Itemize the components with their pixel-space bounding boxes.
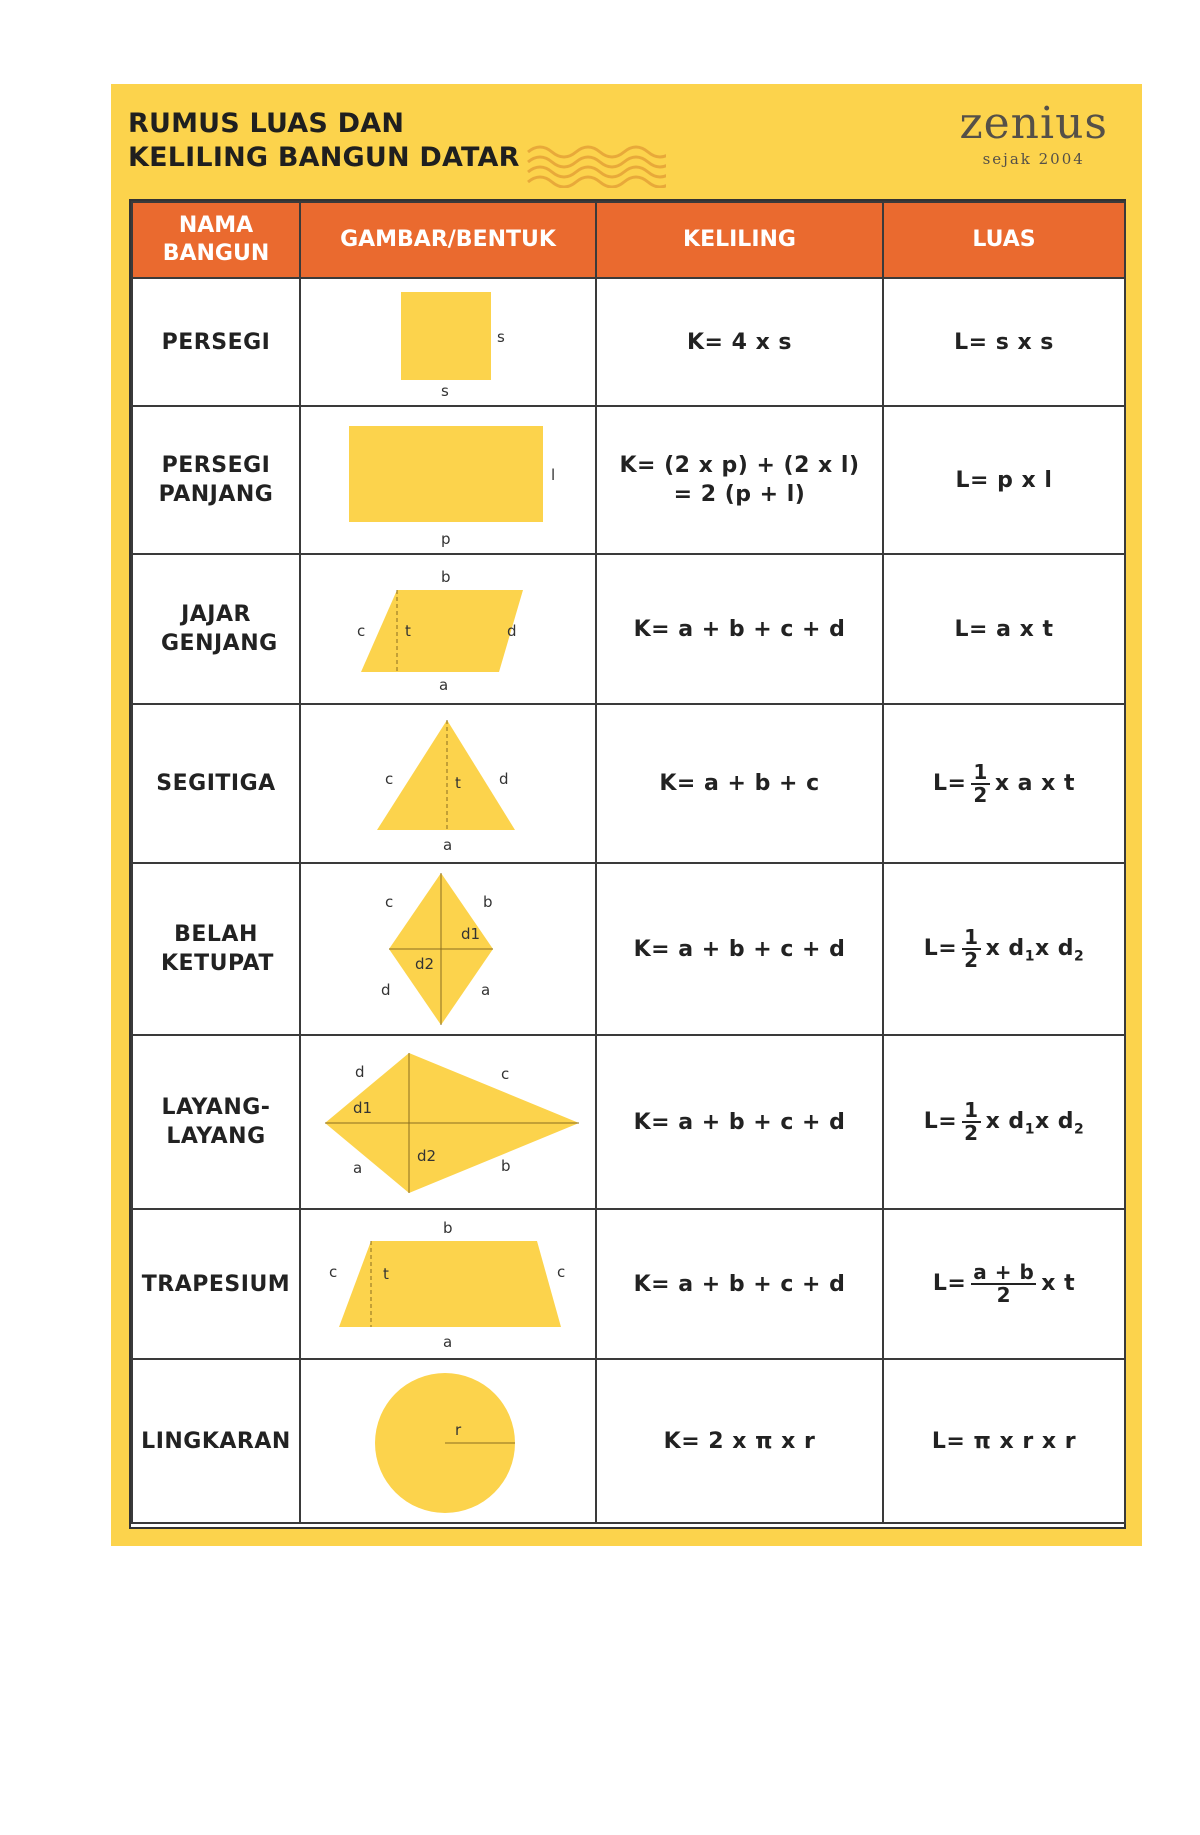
luas-suffix: x t bbox=[1041, 1271, 1076, 1296]
kite-figure bbox=[301, 1037, 597, 1207]
label-d: d bbox=[507, 622, 517, 640]
rectangle-shape bbox=[349, 426, 543, 522]
logo-word: zenius bbox=[959, 98, 1108, 149]
fraction-numerator: 1 bbox=[973, 759, 988, 784]
luas-formula bbox=[883, 704, 1125, 863]
trapezoid-shape bbox=[339, 1241, 561, 1327]
luas-formula: L= π x r x r bbox=[883, 1359, 1125, 1523]
triangle-figure bbox=[301, 706, 597, 861]
triangle-shape bbox=[377, 720, 515, 830]
row-name: BELAH KETUPAT bbox=[132, 863, 300, 1035]
keliling-formula: K= a + b + c + d bbox=[596, 1209, 883, 1359]
label-bottom: s bbox=[441, 382, 449, 400]
luas-mid: x d bbox=[1034, 1109, 1075, 1134]
row-name: TRAPESIUM bbox=[132, 1209, 300, 1359]
row-name: SEGITIGA bbox=[132, 704, 300, 863]
label-c: c bbox=[385, 893, 394, 911]
formula-table bbox=[131, 201, 1126, 1524]
luas-formula: L= p x l bbox=[883, 406, 1125, 554]
label-c-right: c bbox=[557, 1263, 566, 1281]
shape-cell bbox=[300, 406, 596, 554]
poster bbox=[111, 84, 1142, 1546]
title-line-1: RUMUS LUAS DAN bbox=[128, 108, 405, 139]
luas-suffix: x d bbox=[985, 1109, 1025, 1134]
label-d2: d2 bbox=[417, 1147, 437, 1165]
label-b: b bbox=[483, 893, 493, 911]
table-row bbox=[132, 1209, 1125, 1359]
subscript-2: 2 bbox=[1074, 948, 1085, 965]
table-row bbox=[132, 704, 1125, 863]
label-b: b bbox=[443, 1219, 453, 1237]
logo-tagline: sejak 2004 bbox=[982, 150, 1085, 168]
table-row bbox=[132, 554, 1125, 704]
trapezoid-figure bbox=[301, 1211, 597, 1357]
label-bottom: p bbox=[441, 530, 451, 548]
shape-cell bbox=[300, 278, 596, 406]
square-figure bbox=[301, 280, 597, 404]
label-a: a bbox=[481, 981, 491, 999]
label-a: a bbox=[353, 1159, 363, 1177]
shape-cell bbox=[300, 863, 596, 1035]
keliling-formula: K= a + b + c + d bbox=[596, 554, 883, 704]
label-t: t bbox=[455, 774, 461, 792]
table-row bbox=[132, 863, 1125, 1035]
circle-figure bbox=[301, 1361, 597, 1521]
subscript-2: 2 bbox=[1074, 1121, 1085, 1138]
keliling-formula bbox=[596, 406, 883, 554]
keliling-formula: K= 4 x s bbox=[596, 278, 883, 406]
fraction-denominator: 2 bbox=[964, 1121, 979, 1145]
label-c: c bbox=[357, 622, 366, 640]
keliling-line-1: K= (2 x p) + (2 x l) bbox=[619, 453, 860, 478]
subscript-1: 1 bbox=[1024, 1121, 1035, 1138]
fraction-numerator: 1 bbox=[964, 925, 979, 949]
luas-formula: L= s x s bbox=[883, 278, 1125, 406]
label-c-left: c bbox=[329, 1263, 338, 1281]
label-c: c bbox=[385, 770, 394, 788]
label-t: t bbox=[383, 1265, 389, 1283]
row-name: LAYANG-LAYANG bbox=[132, 1035, 300, 1209]
shape-cell bbox=[300, 1209, 596, 1359]
fraction-numerator: 1 bbox=[964, 1098, 979, 1122]
luas-formula bbox=[883, 863, 1125, 1035]
luas-mid: x d bbox=[1034, 936, 1075, 961]
label-r: r bbox=[455, 1421, 462, 1439]
page-title bbox=[128, 107, 520, 175]
header-perimeter: KELILING bbox=[596, 202, 883, 278]
luas-fraction bbox=[962, 1100, 980, 1144]
fraction-denominator: 2 bbox=[964, 948, 979, 972]
luas-prefix: L= bbox=[932, 1271, 967, 1296]
label-a: a bbox=[443, 1333, 453, 1351]
label-b: b bbox=[441, 568, 451, 586]
shape-cell bbox=[300, 1359, 596, 1523]
row-name: PERSEGI PANJANG bbox=[132, 406, 300, 554]
fraction-denominator: 2 bbox=[973, 782, 988, 807]
wave-decoration-icon bbox=[526, 142, 666, 188]
keliling-formula: K= a + b + c + d bbox=[596, 1035, 883, 1209]
fraction-denominator: 2 bbox=[996, 1283, 1011, 1307]
shape-cell bbox=[300, 704, 596, 863]
header-area: LUAS bbox=[883, 202, 1125, 278]
header-name: NAMA BANGUN bbox=[132, 202, 300, 278]
label-side: l bbox=[551, 466, 556, 484]
rectangle-figure bbox=[301, 408, 597, 552]
parallelogram-shape bbox=[361, 590, 523, 672]
luas-formula bbox=[883, 1035, 1125, 1209]
luas-suffix: x a x t bbox=[994, 770, 1076, 796]
table-row bbox=[132, 1359, 1125, 1523]
table-header-row bbox=[132, 202, 1125, 278]
title-line-2: KELILING BANGUN DATAR bbox=[128, 142, 520, 173]
label-a: a bbox=[439, 676, 449, 694]
table-row bbox=[132, 278, 1125, 406]
zenius-logo bbox=[959, 98, 1108, 168]
label-d: d bbox=[381, 981, 391, 999]
label-a: a bbox=[443, 836, 453, 854]
shape-cell bbox=[300, 554, 596, 704]
subscript-1: 1 bbox=[1024, 948, 1035, 965]
rhombus-figure bbox=[301, 865, 597, 1033]
keliling-formula: K= a + b + c bbox=[596, 704, 883, 863]
row-name: PERSEGI bbox=[132, 278, 300, 406]
shape-cell bbox=[300, 1035, 596, 1209]
label-d: d bbox=[499, 770, 509, 788]
label-d1: d1 bbox=[461, 925, 481, 943]
row-name: LINGKARAN bbox=[132, 1359, 300, 1523]
label-side: s bbox=[497, 328, 505, 346]
keliling-line-2: = 2 (p + l) bbox=[673, 482, 806, 507]
square-shape bbox=[401, 292, 491, 380]
label-d2: d2 bbox=[415, 955, 435, 973]
label-d1: d1 bbox=[353, 1099, 373, 1117]
luas-fraction bbox=[971, 1262, 1036, 1306]
luas-prefix: L= bbox=[932, 770, 967, 796]
label-c: c bbox=[501, 1065, 510, 1083]
fraction-numerator: a + b bbox=[973, 1260, 1035, 1284]
row-name: JAJAR GENJANG bbox=[132, 554, 300, 704]
parallelogram-figure bbox=[301, 556, 597, 702]
label-b: b bbox=[501, 1157, 511, 1175]
luas-formula bbox=[883, 1209, 1125, 1359]
keliling-formula: K= 2 x π x r bbox=[596, 1359, 883, 1523]
table-row bbox=[132, 406, 1125, 554]
table-row bbox=[132, 1035, 1125, 1209]
luas-fraction bbox=[971, 759, 989, 807]
luas-formula: L= a x t bbox=[883, 554, 1125, 704]
luas-fraction bbox=[962, 927, 980, 971]
label-t: t bbox=[405, 622, 411, 640]
formula-table-sheet bbox=[129, 199, 1126, 1529]
luas-suffix: x d bbox=[985, 936, 1025, 961]
luas-prefix: L= bbox=[923, 936, 958, 961]
keliling-formula: K= a + b + c + d bbox=[596, 863, 883, 1035]
luas-prefix: L= bbox=[923, 1109, 958, 1134]
label-d: d bbox=[355, 1063, 365, 1081]
header-shape: GAMBAR/BENTUK bbox=[300, 202, 596, 278]
